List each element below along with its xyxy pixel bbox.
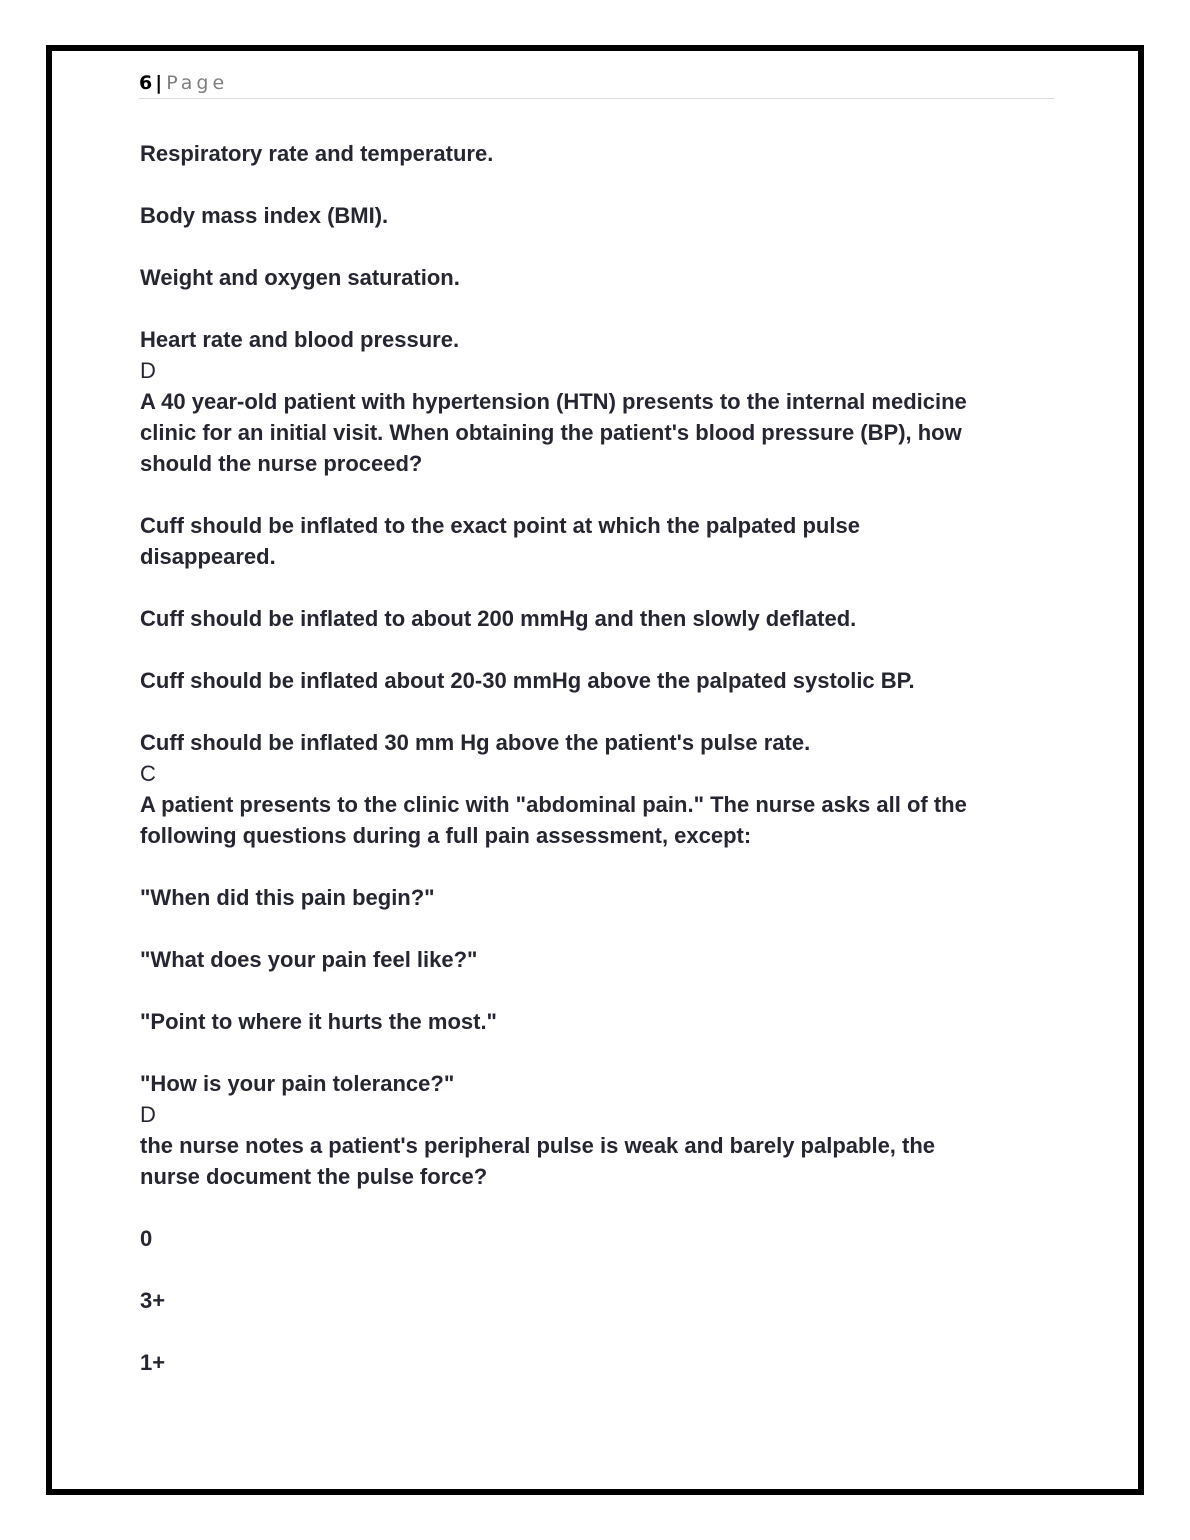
text-line: clinic for an initial visit. When obtaining the patient's blood pressure (BP), how bbox=[140, 420, 962, 445]
blank-line bbox=[140, 1254, 1040, 1285]
blank-line bbox=[140, 293, 1040, 324]
text-line: Cuff should be inflated about 20-30 mmHg above the palpated systolic BP. bbox=[140, 668, 915, 693]
text-line: A 40 year-old patient with hypertension (HTN) presents to the internal medicine bbox=[140, 389, 967, 414]
blank-line bbox=[140, 851, 1040, 882]
blank-line bbox=[140, 231, 1040, 262]
text-line: 3+ bbox=[140, 1288, 166, 1313]
text-line: Cuff should be inflated to the exact point at which the palpated pulse bbox=[140, 513, 860, 538]
text-line: "How is your pain tolerance?" bbox=[140, 1071, 455, 1096]
answer-key: C bbox=[140, 761, 156, 786]
text-line: Cuff should be inflated to about 200 mmHg and then slowly deflated. bbox=[140, 606, 857, 631]
blank-line bbox=[140, 479, 1040, 510]
text-line: 1+ bbox=[140, 1350, 166, 1375]
answer-key: D bbox=[140, 358, 156, 383]
text-line: Heart rate and blood pressure. bbox=[140, 327, 460, 352]
text-line: Weight and oxygen saturation. bbox=[140, 265, 460, 290]
blank-line bbox=[140, 572, 1040, 603]
blank-line bbox=[140, 1037, 1040, 1068]
page-number: 6 bbox=[139, 72, 153, 94]
page-header bbox=[139, 70, 1054, 99]
text-line: following questions during a full pain assessment, except: bbox=[140, 823, 752, 848]
text-line: "What does your pain feel like?" bbox=[140, 947, 478, 972]
text-line: 0 bbox=[140, 1226, 153, 1251]
text-line: "Point to where it hurts the most." bbox=[140, 1009, 497, 1034]
text-line: nurse document the pulse force? bbox=[140, 1164, 488, 1189]
blank-line bbox=[140, 169, 1040, 200]
document-body bbox=[140, 138, 1040, 1378]
text-line: Cuff should be inflated 30 mm Hg above the patient's pulse rate. bbox=[140, 730, 811, 755]
page-label: Page bbox=[166, 72, 229, 94]
text-line: "When did this pain begin?" bbox=[140, 885, 435, 910]
text-line: should the nurse proceed? bbox=[140, 451, 423, 476]
blank-line bbox=[140, 634, 1040, 665]
text-line: the nurse notes a patient's peripheral pulse is weak and barely palpable, the bbox=[140, 1133, 936, 1158]
blank-line bbox=[140, 975, 1040, 1006]
text-line: Body mass index (BMI). bbox=[140, 203, 389, 228]
blank-line bbox=[140, 913, 1040, 944]
header-separator: | bbox=[155, 72, 163, 94]
blank-line bbox=[140, 696, 1040, 727]
text-line: disappeared. bbox=[140, 544, 276, 569]
answer-key: D bbox=[140, 1102, 156, 1127]
blank-line bbox=[140, 1316, 1040, 1347]
text-line: A patient presents to the clinic with "abdominal pain." The nurse asks all of the bbox=[140, 792, 967, 817]
blank-line bbox=[140, 1192, 1040, 1223]
text-line: Respiratory rate and temperature. bbox=[140, 141, 494, 166]
